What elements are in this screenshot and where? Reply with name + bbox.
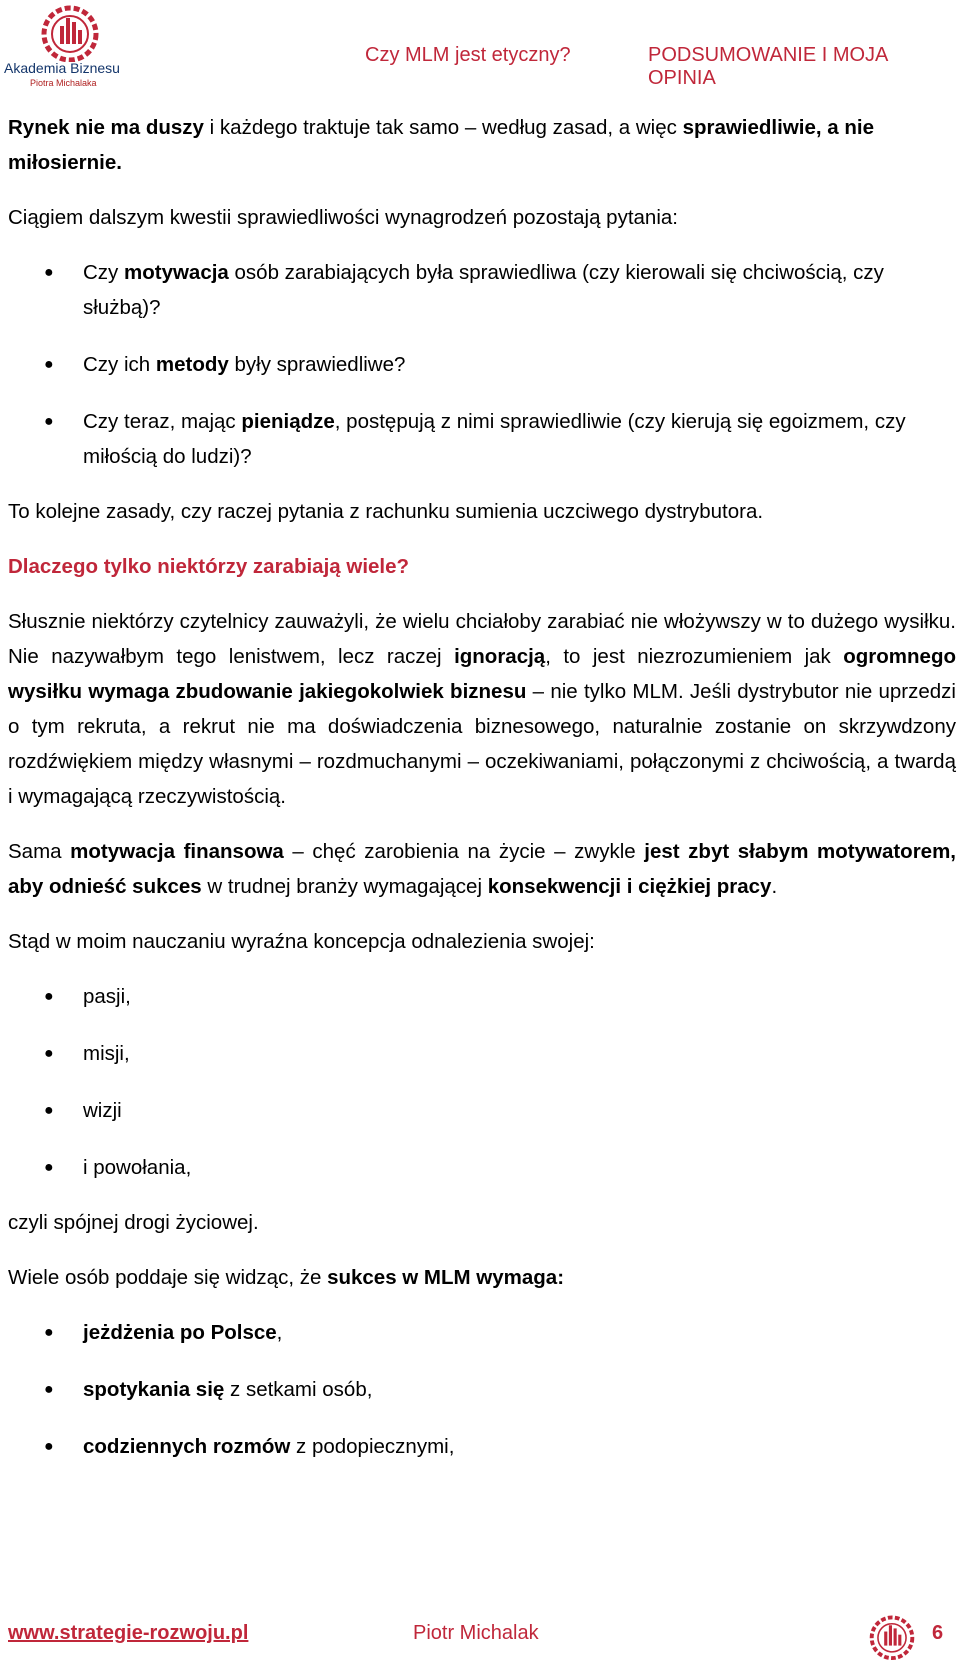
text-run: Czy ich bbox=[83, 353, 156, 376]
bullet-icon: ● bbox=[44, 1102, 54, 1119]
list-item bbox=[8, 1093, 956, 1128]
bold-text: spotykania się bbox=[83, 1378, 225, 1401]
list-item-text: wizji bbox=[83, 1099, 122, 1122]
paragraph-life-path: czyli spójnej drogi życiowej. bbox=[8, 1211, 259, 1234]
bold-text: ignoracją bbox=[454, 645, 546, 668]
bullet-icon: ● bbox=[44, 413, 54, 430]
bold-text: codziennych rozmów bbox=[83, 1435, 291, 1458]
list-item bbox=[8, 979, 956, 1014]
bullet-icon: ● bbox=[44, 1045, 54, 1062]
requirements-list bbox=[8, 1315, 956, 1464]
list-item bbox=[8, 1036, 956, 1071]
list-item bbox=[8, 347, 956, 382]
text-run: z podopiecznymi, bbox=[290, 1435, 455, 1458]
bold-text: jest zbyt słabym motywatorem, aby odnieść sukces bbox=[8, 840, 956, 898]
footer-logo-icon bbox=[867, 1612, 917, 1662]
logo bbox=[4, 4, 136, 88]
bullet-icon: ● bbox=[44, 264, 54, 281]
list-item-text: misji, bbox=[83, 1042, 130, 1065]
bold-text: pieniądze bbox=[241, 410, 335, 433]
text-run: – nie tylko MLM. Jeśli dystrybutor nie uprzedzi o tym rekruta, a rekrut nie ma doświadczenia biznesowego, naturalnie zostanie on skrzywdzony rozdźwiękiem między własnymi – rozdmuchanymi – oczekiwaniami, połączonymi z chciwością, a twardą i wymagającą rzeczywistością. bbox=[8, 680, 956, 808]
bold-text: motywacja finansowa bbox=[70, 840, 284, 863]
document-body bbox=[8, 110, 956, 1484]
text-run: Czy bbox=[83, 261, 124, 284]
bullet-icon: ● bbox=[44, 1159, 54, 1176]
paragraph-effort bbox=[8, 604, 956, 814]
bold-text: sprawiedliwie, a nie miłosiernie. bbox=[8, 116, 874, 174]
paragraph-questions-intro: Ciągiem dalszym kwestii sprawiedliwości wynagrodzeń pozostają pytania: bbox=[8, 206, 678, 229]
list-item-text: pasji, bbox=[83, 985, 131, 1008]
footer-website-link[interactable]: www.strategie-rozwoju.pl bbox=[8, 1622, 249, 1644]
bullet-icon: ● bbox=[44, 1438, 54, 1455]
logo-emblem-icon bbox=[38, 4, 102, 62]
bullet-icon: ● bbox=[44, 1324, 54, 1341]
text-run: były sprawiedliwe? bbox=[228, 353, 406, 376]
bullet-icon: ● bbox=[44, 1381, 54, 1398]
text-run: Czy teraz, mając bbox=[83, 410, 242, 433]
text-run: – chęć zarobienia na życie – zwykle bbox=[283, 840, 645, 863]
paragraph-success bbox=[8, 1260, 956, 1295]
section-heading: Dlaczego tylko niektórzy zarabiają wiele? bbox=[8, 555, 410, 578]
list-item-text: i powołania, bbox=[83, 1156, 192, 1179]
bold-text: metody bbox=[155, 353, 229, 376]
list-item bbox=[8, 1150, 956, 1185]
bullet-icon: ● bbox=[44, 988, 54, 1005]
logo-subtitle: Piotra Michalaka bbox=[30, 78, 97, 88]
text-run: Sama bbox=[8, 840, 71, 863]
paragraph-rules: To kolejne zasady, czy raczej pytania z rachunku sumienia uczciwego dystrybutora. bbox=[8, 500, 764, 523]
concept-list bbox=[8, 979, 956, 1185]
text-run: , bbox=[276, 1321, 283, 1344]
bold-text: Rynek nie ma duszy bbox=[8, 116, 204, 139]
paragraph-concept: Stąd w moim nauczaniu wyraźna koncepcja odnalezienia swojej: bbox=[8, 930, 595, 953]
text-run: . bbox=[771, 875, 778, 898]
text-run: z setkami osób, bbox=[224, 1378, 373, 1401]
bullet-icon: ● bbox=[44, 356, 54, 373]
header-link-summary[interactable]: PODSUMOWANIE I MOJA OPINIA bbox=[648, 44, 888, 89]
list-item bbox=[8, 1372, 956, 1407]
page-header bbox=[0, 0, 960, 95]
bold-text: motywacja bbox=[124, 261, 229, 284]
list-item bbox=[8, 255, 956, 325]
bold-text: ogromnego wysiłku wymaga zbudowanie jakiegokolwiek biznesu bbox=[8, 645, 956, 703]
logo-title: Akademia Biznesu bbox=[4, 60, 120, 76]
questions-list bbox=[8, 255, 956, 474]
list-item bbox=[8, 1429, 956, 1464]
text-run: , postępują z nimi sprawiedliwie (czy kierują się egoizmem, czy miłością do ludzi)? bbox=[83, 410, 906, 468]
list-item bbox=[8, 404, 956, 474]
paragraph-motivation bbox=[8, 834, 956, 904]
page-footer bbox=[0, 1612, 960, 1667]
bold-text: konsekwencji i ciężkiej pracy bbox=[487, 875, 772, 898]
text-run: , to jest niezrozumieniem jak bbox=[545, 645, 844, 668]
list-item bbox=[8, 1315, 956, 1350]
text-run: i każdego traktuje tak samo – według zasad, a więc bbox=[203, 116, 683, 139]
footer-author: Piotr Michalak bbox=[413, 1622, 539, 1644]
paragraph-market bbox=[8, 110, 956, 180]
text-run: w trudnej branży wymagającej bbox=[201, 875, 488, 898]
bold-text: jeżdżenia po Polsce bbox=[83, 1321, 277, 1344]
page-number: 6 bbox=[932, 1622, 944, 1644]
text-run: Słusznie niektórzy czytelnicy zauważyli, że wielu chciałoby zarabiać nie włożywszy w to dużego wysiłku. Nie nazywałbym tego lenistwem, lecz raczej bbox=[8, 610, 956, 668]
text-run: Wiele osób poddaje się widząc, że bbox=[8, 1266, 328, 1289]
bold-text: sukces w MLM wymaga: bbox=[327, 1266, 565, 1289]
header-link-ethics[interactable]: Czy MLM jest etyczny? bbox=[365, 44, 571, 66]
text-run: osób zarabiających była sprawiedliwa (czy kierowali się chciwością, czy służbą)? bbox=[83, 261, 884, 319]
